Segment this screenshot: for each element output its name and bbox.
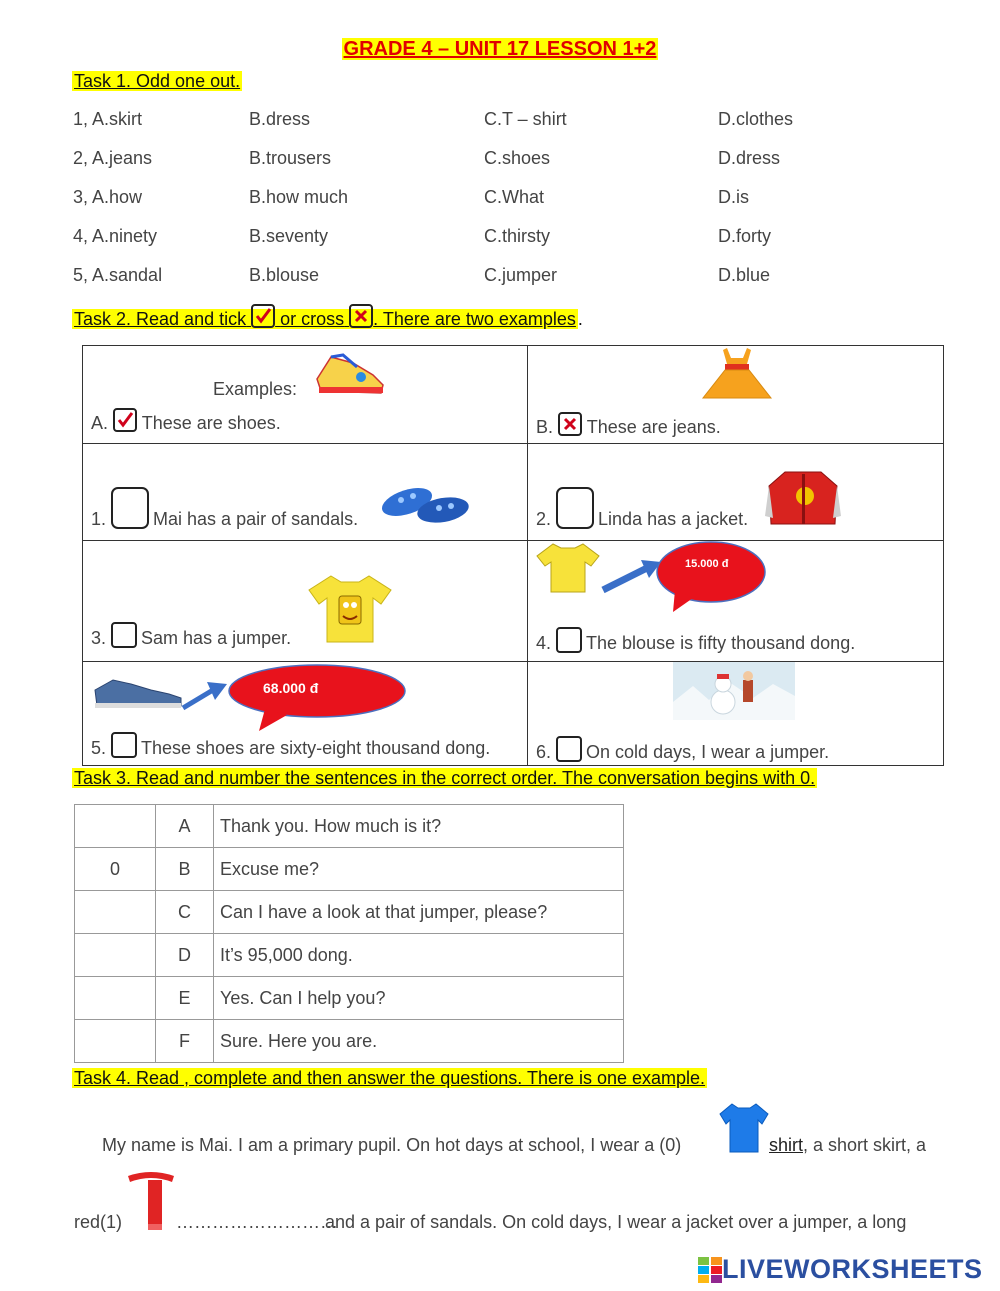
order-number-cell[interactable] [75,977,156,1020]
task1-option[interactable]: D.clothes [718,109,794,129]
answer-checkbox[interactable] [556,487,594,529]
order-number-cell[interactable] [75,934,156,977]
task1-option[interactable]: D.dress [718,148,781,168]
task1-option[interactable]: D.blue [718,265,771,285]
blue-shirt-image [718,1102,770,1154]
task3-table [74,804,624,1063]
order-number-cell[interactable] [75,805,156,848]
jacket-image [765,466,841,530]
sentence-letter: D [156,934,214,977]
page-title: GRADE 4 – UNIT 17 LESSON 1+2 [343,38,657,60]
sentence-text: Thank you. How much is it? [214,805,624,848]
example-answer: shirt [769,1135,804,1155]
task2-item-5: 5. These shoes are sixty-eight thousand dong. [91,732,490,759]
task1-option[interactable]: B.dress [249,109,311,129]
shoes-image [313,349,388,397]
sentence-letter: B [156,848,214,891]
task1-option[interactable]: B.blouse [249,265,320,285]
task2-table [82,345,944,766]
task1-option[interactable]: C.jumper [484,265,558,285]
arrow-icon [181,678,229,712]
price-tag-big: 68.000 đ [263,680,319,696]
task4-line1-start: My name is Mai. I am a primary pupil. On hot days at school, I wear a (0) [102,1135,682,1155]
answer-blank-1[interactable]: ……………………… [176,1212,338,1232]
sentence-letter: C [156,891,214,934]
yellow-shirt-image [535,542,601,594]
order-number-cell[interactable] [75,891,156,934]
task2-item-1: 1. Mai has a pair of sandals. [91,487,358,530]
task2-item-3: 3. Sam has a jumper. [91,622,291,649]
sneakers-image [93,676,185,710]
answer-checkbox[interactable] [556,736,582,762]
task1-option[interactable]: 5, A.sandal [73,265,163,285]
order-number-cell[interactable]: 0 [75,848,156,891]
sentence-text: Sure. Here you are. [214,1020,624,1063]
table-row [75,805,624,848]
task1-option[interactable]: C.What [484,187,545,207]
examples-label: Examples: [213,379,298,399]
price-bubble-small [653,540,767,614]
logo-icon [698,1257,722,1283]
task1-option[interactable]: C.T – shirt [484,109,567,129]
task4-heading: Task 4. Read , complete and then answer the questions. There is one example. [74,1068,706,1088]
task1-option[interactable]: 1, A.skirt [73,109,143,129]
task1-option[interactable]: 4, A.ninety [73,226,158,246]
table-row [75,848,624,891]
price-bubble-big [225,663,407,733]
task1-heading: Task 1. Odd one out. [74,71,241,91]
task2-item-6: 6. On cold days, I wear a jumper. [536,736,829,763]
cross-icon [558,412,582,436]
task1-option[interactable]: B.seventy [249,226,329,246]
tshirt-image [307,572,393,644]
sandals-image [381,478,473,530]
sentence-letter: A [156,805,214,848]
task1-option[interactable]: B.how much [249,187,349,207]
task2-heading: Task 2. Read and tick or cross . There are two examples . [72,304,583,330]
task2-item-4: 4. The blouse is fifty thousand dong. [536,627,855,654]
sentence-text: Excuse me? [214,848,624,891]
task1-option[interactable]: C.shoes [484,148,551,168]
dress-image [701,346,773,402]
task3-heading: Task 3. Read and number the sentences in the correct order. The conversation begins with 0. [74,768,816,788]
task4-line1-end: shirt, a short skirt, a [769,1135,927,1155]
table-row [75,934,624,977]
sentence-text: Yes. Can I help you? [214,977,624,1020]
task1-option[interactable]: 3, A.how [73,187,143,207]
sentence-letter: E [156,977,214,1020]
answer-checkbox[interactable] [111,732,137,758]
task4-line2-text: and a pair of sandals. On cold days, I wear a jacket over a jumper, a long [325,1212,907,1232]
task1-option[interactable]: 2, A.jeans [73,148,153,168]
answer-checkbox[interactable] [111,487,149,529]
task4-line2-label: red(1) [74,1212,123,1232]
table-row [75,977,624,1020]
sentence-letter: F [156,1020,214,1063]
task1-option[interactable]: D.forty [718,226,772,246]
task1-option[interactable]: B.trousers [249,148,332,168]
price-tag-small: 15.000 đ [685,558,729,570]
answer-checkbox[interactable] [111,622,137,648]
snowman-image [673,662,795,720]
sentence-text: It’s 95,000 dong. [214,934,624,977]
table-row [75,1020,624,1063]
example-b: B. These are jeans. [536,412,721,438]
example-a: A. These are shoes. [91,408,281,434]
task2-item-2: 2. Linda has a jacket. [536,487,748,530]
answer-checkbox[interactable] [556,627,582,653]
order-number-cell[interactable] [75,1020,156,1063]
task1-option[interactable]: C.thirsty [484,226,551,246]
tick-icon [251,304,275,328]
task1-option[interactable]: D.is [718,187,749,207]
table-row [75,891,624,934]
sentence-text: Can I have a look at that jumper, please? [214,891,624,934]
tick-icon [113,408,137,432]
liveworksheets-logo: LIVEWORKSHEETS [698,1254,983,1285]
cross-icon [349,304,373,328]
red-scarf-image [124,1168,178,1232]
